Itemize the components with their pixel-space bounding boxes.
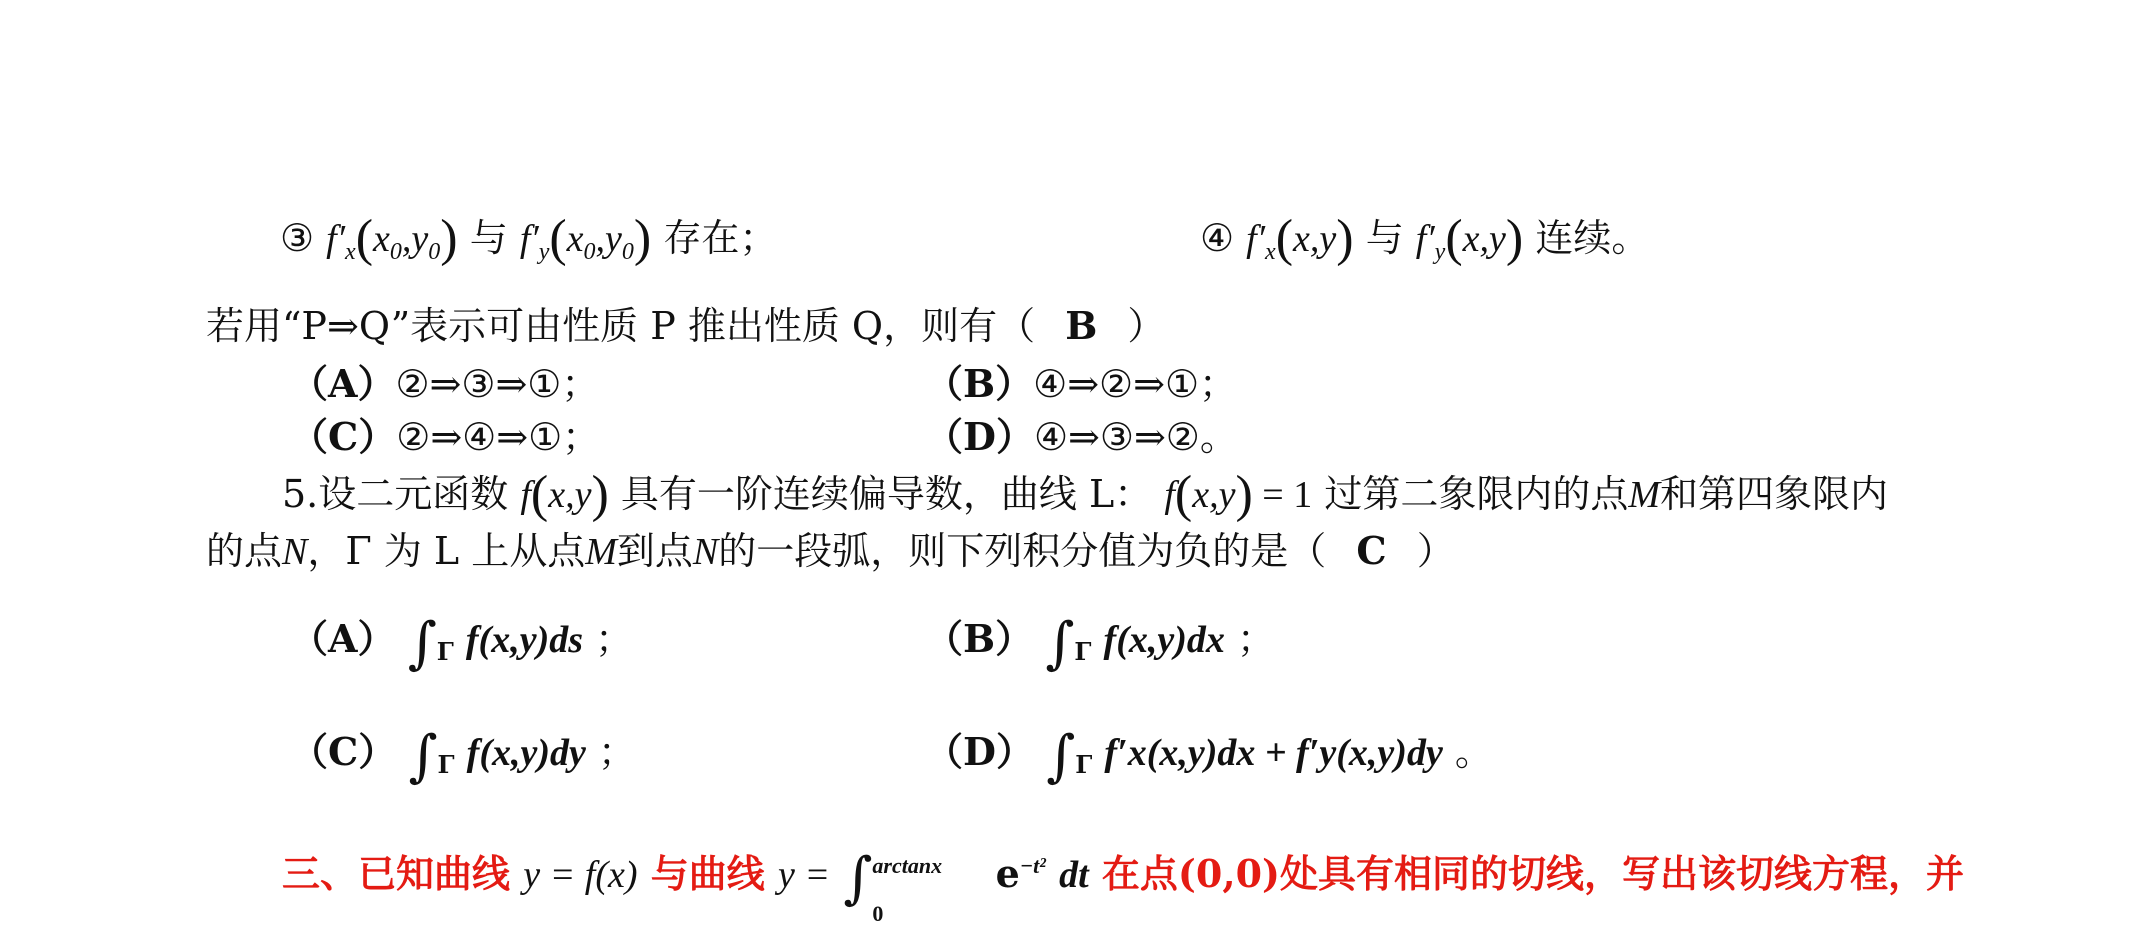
- integrand: f′x(x,y)dx + f′y(x,y)dy: [1104, 732, 1443, 774]
- point-m-ref: M: [585, 531, 617, 573]
- q5-option-c: [290, 724, 636, 789]
- q5-line2-mid1: ，Γ 为 L 上从点: [307, 529, 586, 573]
- option-label: （C）: [290, 729, 397, 774]
- q5-curve-equation: f(x,y) = 1: [1164, 466, 1313, 523]
- integral-sign: ∫: [1045, 611, 1075, 676]
- exponential-base: e: [995, 851, 1020, 896]
- integral-subscript: Γ: [1075, 750, 1093, 779]
- option-label: （B）: [925, 361, 1034, 406]
- q5-pre: 5.设二元函数: [282, 472, 509, 516]
- integrand: f(x,y)ds: [465, 619, 584, 661]
- q4-stem-close: ）: [1127, 304, 1166, 348]
- curve-2-lhs: y =: [777, 854, 830, 896]
- integral-limits: [872, 852, 982, 926]
- q4-stem: [206, 302, 1165, 350]
- implies-arrow: ⇒: [327, 304, 359, 348]
- item-3-tail: 存在；: [663, 216, 778, 260]
- item-3-lhs-formula: $f'_x(x_0,y_0)$: [326, 210, 458, 267]
- integrand: f(x,y)dx: [1103, 619, 1225, 661]
- section-3-prefix: 三、已知曲线: [282, 851, 511, 896]
- item-3-connector: 与: [469, 216, 508, 260]
- q5-stem-line2: [206, 527, 1455, 576]
- q5-line2-mid2: 到点: [616, 529, 693, 573]
- exponent: −t²: [1019, 853, 1046, 878]
- item-3: [280, 210, 778, 276]
- option-text: ②⇒④⇒①；: [396, 415, 601, 459]
- option-label: （D）: [925, 414, 1034, 459]
- q4-option-b: [925, 360, 1237, 408]
- differential-dt: dt: [1059, 854, 1089, 896]
- lower-limit: 0: [872, 900, 884, 926]
- item-4-tail: 连续。: [1535, 216, 1650, 260]
- option-label: （B）: [925, 616, 1034, 661]
- q5-stem-line1: [282, 466, 1888, 523]
- q5-line2-pre: 的点: [206, 529, 283, 573]
- q5-end: 和第四象限内: [1659, 472, 1888, 516]
- q5-function: f(x,y): [520, 466, 609, 523]
- option-text: ②⇒③⇒①；: [395, 362, 600, 406]
- option-label: （A）: [290, 361, 396, 406]
- item-4-lhs-formula: $f'_x(x,y)$: [1246, 210, 1354, 267]
- option-text: ④⇒②⇒①；: [1033, 362, 1238, 406]
- integrand: f(x,y)dy: [466, 732, 586, 774]
- item-3-rhs-formula: $f'_y(x_0,y_0)$: [519, 210, 652, 267]
- option-label: （D）: [925, 729, 1034, 774]
- option-label: （C）: [290, 414, 397, 459]
- q5-answer: C: [1356, 528, 1387, 573]
- item-4-marker: ④: [1200, 216, 1235, 260]
- q4-stem-mid: Q”表示可由性质 P 推出性质 Q，则有（: [358, 304, 1036, 348]
- integral-sign: ∫: [407, 611, 437, 676]
- option-tail: ；: [597, 730, 636, 774]
- q4-option-d: [925, 413, 1238, 461]
- q5-option-b: [925, 611, 1275, 676]
- q5-post: 过第二象限内的点: [1324, 472, 1629, 516]
- q4-option-c: [290, 413, 600, 461]
- point-n: N: [282, 531, 308, 573]
- curve-1-formula: y = f(x): [523, 854, 638, 896]
- section-3-suffix: 在点(0,0)处具有相同的切线，写出该切线方程，并: [1101, 851, 1964, 896]
- q5-line2-close: ）: [1416, 529, 1455, 573]
- point-m: M: [1628, 474, 1660, 516]
- item-4: [1200, 210, 1650, 276]
- section-3-connector: 与曲线: [650, 851, 765, 896]
- integral-subscript: Γ: [436, 637, 454, 666]
- q5-option-d: [925, 724, 1493, 789]
- q5-option-a: [290, 611, 634, 676]
- item-3-marker: ③: [280, 216, 315, 260]
- q4-answer: B: [1065, 303, 1098, 348]
- q5-line2-post: 的一段弧，则下列积分值为负的是（: [718, 529, 1327, 573]
- integral-subscript: Γ: [437, 750, 455, 779]
- integral-sign: ∫: [1046, 724, 1076, 789]
- integral-sign: ∫: [408, 724, 438, 789]
- option-tail: ；: [595, 617, 634, 661]
- q4-option-a: [290, 360, 599, 408]
- option-label: （A）: [290, 616, 396, 661]
- q4-stem-pre: 若用“P: [206, 304, 327, 348]
- q5-mid: 具有一阶连续偏导数，曲线 L：: [620, 472, 1153, 516]
- item-4-rhs-formula: $f'_y(x,y)$: [1415, 210, 1524, 267]
- item-4-connector: 与: [1365, 216, 1404, 260]
- upper-limit: arctanx: [872, 852, 943, 878]
- section-3-heading: [282, 842, 1964, 926]
- integral-subscript: Γ: [1074, 637, 1092, 666]
- definite-integral-sign: ∫: [843, 846, 873, 911]
- option-text: ④⇒③⇒②。: [1033, 415, 1238, 459]
- option-tail: 。: [1454, 730, 1493, 774]
- point-n-ref: N: [692, 531, 719, 573]
- option-tail: ；: [1236, 617, 1275, 661]
